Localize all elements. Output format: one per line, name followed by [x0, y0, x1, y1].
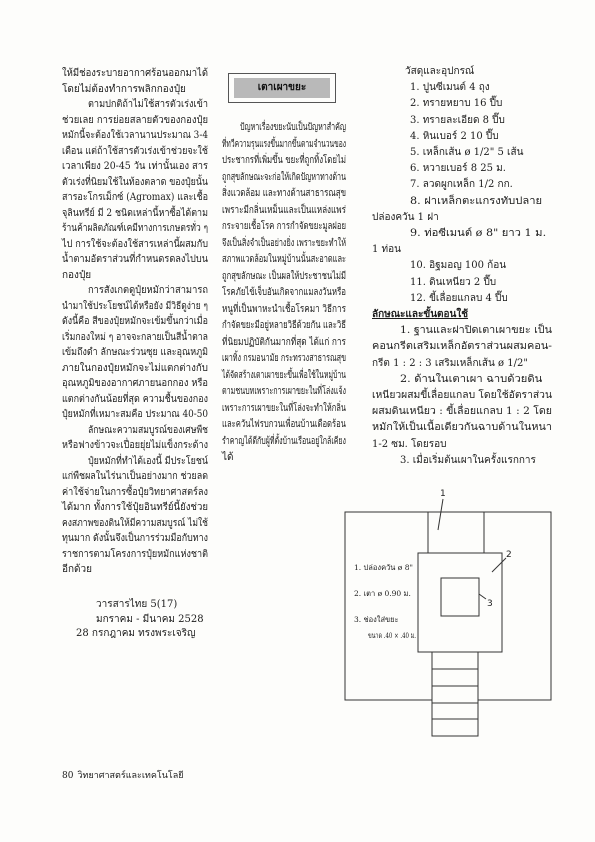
- text-line: [372, 258, 552, 274]
- text-line: [222, 269, 346, 286]
- text-line: [222, 170, 346, 187]
- text-line: [372, 194, 552, 210]
- text-line-content: น้ำตามอัตราส่วนที่กำหนดรดลงไปบน: [62, 254, 208, 265]
- source-line-text: 28 กรกฎาคม ทรงพระเจริญ: [76, 628, 196, 639]
- source-line-text: มกราคม - มีนาคม 2528: [96, 613, 204, 625]
- source-line: [62, 613, 208, 628]
- text-line-content: ที่ทวีความรุนแรงขึ้นมากขึ้นตามจำนวนของ: [222, 138, 346, 150]
- paragraph: [372, 113, 552, 129]
- text-line: [372, 372, 552, 388]
- steps-list: [372, 323, 552, 469]
- text-line-content: 3. ทรายละเอียด 8 ปี๊บ: [410, 114, 505, 126]
- materials-heading: [372, 64, 552, 80]
- text-line: [372, 145, 552, 161]
- text-line-content: เพราะการเผาขยะในที่โล่งจะทำให้กลิ่น: [222, 402, 346, 414]
- text-line: [62, 407, 208, 423]
- text-line-content: ไป การใช้จะต้องใช้สารเหล่านี้ผสมกับ: [62, 238, 208, 250]
- text-line-content: ปุ๋ยหมักที่ทำได้เองนี้ มีประโยชน์: [88, 455, 208, 467]
- text-line-content: เวลาเพียง 20-45 วัน เท่านั้นเอง สาร: [62, 161, 208, 172]
- text-line: [62, 190, 208, 206]
- paragraph: [222, 120, 346, 467]
- text-line-content: ช่วยเลย การย่อยสลายตัวของกองปุ๋ย: [62, 114, 208, 126]
- column-left: [62, 66, 208, 578]
- text-line: [222, 137, 346, 154]
- paragraph: [372, 177, 552, 193]
- text-line-content: เพราะมีกลิ่นเหม็นและเป็นแหล่งแพร่: [222, 204, 346, 216]
- text-line-content: แก่พืชผลในไร่นาเป็นอย่างมาก ช่วยลด: [62, 471, 208, 482]
- text-line-content: 9. ท่อซีเมนต์ ø 8" ยาว 1 ม.: [410, 228, 547, 240]
- text-line: [222, 351, 346, 368]
- paragraph: [372, 323, 552, 372]
- text-line: [372, 356, 552, 372]
- text-line: [62, 314, 208, 330]
- text-line: [62, 221, 208, 237]
- text-line-content: ที่นิยมปฏิบัติกันมากที่สุด ได้แก่ การ: [222, 336, 346, 348]
- text-line-content: นำมาใช้ประโยชน์ได้หรือยัง มีวิธีดูง่าย ๆ: [62, 300, 208, 312]
- text-line: [62, 159, 208, 175]
- journal-name: วิทยาศาสตร์และเทคโนโลยี: [77, 771, 184, 781]
- text-line: [372, 242, 552, 258]
- text-line: [372, 437, 552, 453]
- text-line-content: สภาพแวดล้อมในหมู่บ้านนั้นสะอาดและ: [222, 254, 346, 265]
- text-line: [62, 531, 208, 547]
- text-line-content: ได้จัดสร้างเตาเผาขยะขึ้นเพื่อใช้ในหมู่บ้าน: [222, 369, 346, 381]
- callout-1: 1: [440, 489, 446, 499]
- steps-heading: [372, 307, 552, 323]
- text-line-content: จึงเป็นสิ่งจำเป็นอย่างยิ่ง เพราะขยะทำให้: [222, 237, 346, 249]
- text-line: [372, 323, 552, 339]
- text-line-content: 2. ทรายหยาบ 16 ปี๊บ: [410, 98, 503, 110]
- text-line: [372, 226, 552, 242]
- text-line: [222, 219, 346, 236]
- text-line: [372, 291, 552, 307]
- text-line-content: 4. หินเบอร์ 2 10 ปี๊บ: [410, 130, 499, 142]
- text-line-content: กองปุ๋ย: [62, 269, 92, 281]
- text-line-content: ลักษณะความสมบูรณ์ของเศษพืช: [88, 424, 208, 436]
- paragraph: [372, 80, 552, 96]
- text-line: [62, 485, 208, 501]
- text-line-content: 12. ขี้เลื่อยแกลบ 4 ปี๊บ: [410, 292, 508, 304]
- paragraph: [62, 66, 208, 97]
- text-line-content: หมักให้เป็นเนื้อเดียวกันฉาบด้านในหนา: [372, 422, 552, 434]
- text-line-content: การสังเกตดูปุ๋ยหมักว่าสามารถ: [88, 285, 208, 296]
- text-line-content: กำจัดขยะมีอยู่หลายวิธีด้วยกัน และวิธี: [222, 320, 346, 331]
- text-line: [62, 454, 208, 470]
- text-line-content: ถูกสุขลักษณะจะก่อให้เกิดปัญหาทางด้าน: [222, 171, 346, 183]
- text-line-content: ให้มีช่องระบายอากาศร้อนออกมาได้: [62, 68, 208, 79]
- text-line: [222, 285, 346, 302]
- text-line: [222, 153, 346, 170]
- text-line-content: อีกด้วย: [62, 564, 93, 575]
- text-line-content: อุณหภูมิของอากาศภายนอกกอง หรือ: [62, 378, 208, 389]
- text-line: [62, 423, 208, 439]
- text-line: [62, 82, 208, 98]
- text-line: [372, 177, 552, 193]
- legend-item: [354, 563, 416, 573]
- text-line: [62, 469, 208, 485]
- text-line: [372, 453, 552, 469]
- text-line: [372, 210, 552, 226]
- text-line-content: ประชากรที่เพิ่มขึ้น ขยะที่ถูกทิ้งโดยไม่: [222, 155, 346, 166]
- text-line-content: ปล่องควัน 1 ฝา: [372, 211, 439, 223]
- text-line: [62, 361, 208, 377]
- text-line: [372, 80, 552, 96]
- text-line: [372, 420, 552, 436]
- text-line-content: และควันไฟรบกวนเพื่อนบ้านเดือดร้อน: [222, 419, 346, 430]
- text-line-content: หรือฟางข้าวจะเปื่อยยุ่ยไม่แข็งกระด้าง: [62, 440, 208, 451]
- text-line-content: เผาทิ้ง กรมอนามัย กระทรวงสาธารณสุข: [222, 353, 346, 364]
- text-line: [222, 120, 346, 137]
- paragraph: [372, 96, 552, 112]
- legend-item: [368, 631, 416, 641]
- text-line: [62, 283, 208, 299]
- text-line: [222, 434, 346, 451]
- text-line: [62, 516, 208, 532]
- text-line: [222, 203, 346, 220]
- incinerator-diagram: [330, 478, 560, 746]
- paragraph: [372, 145, 552, 161]
- text-line-content: รำคาญได้ดีกับผู้ที่ตั้งบ้านเรือนอยู่ใกล้เคียง: [222, 435, 346, 447]
- text-line-content: 7. ลวดผูกเหล็ก 1/2 กก.: [410, 179, 513, 191]
- source-line: [62, 627, 208, 642]
- legend-item: [354, 615, 416, 625]
- text-line-content: 2. ด้านในเตาเผา ฉาบด้วยดิน: [400, 373, 543, 385]
- text-line-content: ได้มาก ทั้งการใช้ปุ๋ยอินทรีย์นี้ยังช่วย: [62, 502, 208, 513]
- paragraph: [372, 226, 552, 258]
- text-line-content: ดังนี้คือ สีของปุ๋ยหมักจะเข้มขึ้นกว่าเมื่อ: [62, 316, 208, 327]
- text-line: [62, 206, 208, 222]
- paragraph: [62, 283, 208, 423]
- text-line: [62, 113, 208, 129]
- source-line: [62, 598, 208, 613]
- text-line: [222, 417, 346, 434]
- text-line-content: ถูกสุขลักษณะ เป็นผลให้ประชาชนไม่มี: [222, 270, 346, 282]
- legend-text: 1. ปล่องควัน ø 8": [354, 563, 413, 572]
- paragraph: [372, 275, 552, 291]
- text-line-content: กระจายเชื้อโรค การกำจัดขยะมูลฝอย: [222, 221, 346, 232]
- paragraph: [372, 372, 552, 453]
- paragraph: [372, 129, 552, 145]
- text-line-content: 3. เมื่อเริ่มต้นเผาในครั้งแรกการ: [400, 454, 536, 466]
- text-line: [62, 97, 208, 113]
- paragraph: [372, 258, 552, 274]
- text-line: [62, 299, 208, 315]
- text-line-content: 8. ฝาเหล็กตะแกรงทับปลาย: [410, 195, 543, 207]
- text-line-content: 1. ฐานและฝาปิดเตาเผาขยะ เป็น: [400, 325, 552, 337]
- steps-heading-text: ลักษณะและขั้นตอนใช้: [372, 309, 469, 321]
- text-line-content: ตัวเร่งที่นิยมใช้ในท้องตลาด ของปุ๋ยนั้น: [62, 176, 208, 188]
- text-line: [62, 500, 208, 516]
- text-line: [62, 268, 208, 284]
- text-line: [62, 376, 208, 392]
- text-line-content: ตามปกติถ้าไม่ใช้สารตัวเร่งเข้า: [88, 99, 208, 110]
- text-line-content: แตกต่างกันน้อยที่สุด ความชื้นของกอง: [62, 393, 208, 405]
- text-line-content: ได้: [222, 452, 234, 463]
- article-title: เตาเผาขยะ: [234, 78, 330, 98]
- text-line: [62, 562, 208, 578]
- text-line-content: กรีต 1 : 2 : 3 เสริมเหล็กเส้น ø 1/2": [372, 357, 528, 369]
- text-line-content: โดยไม่ต้องทำการพลิกกองปุ๋ย: [62, 83, 186, 95]
- text-line: [222, 384, 346, 401]
- text-line: [222, 450, 346, 467]
- materials-list: [372, 80, 552, 307]
- paragraph: [372, 453, 552, 469]
- text-line-content: 6. หวายเบอร์ 8 25 ม.: [410, 163, 506, 175]
- text-line-content: ผสมดินเหนียว : ขี้เลื่อยแกลบ 1 : 2 โดย: [372, 406, 552, 418]
- text-line-content: 11. ดินเหนียว 2 ปี๊บ: [410, 276, 497, 288]
- text-line: [372, 388, 552, 404]
- paragraph: [62, 97, 208, 283]
- text-line: [222, 236, 346, 253]
- text-line-content: ทุนมาก ดังนั้นจึงเป็นการร่วมมือกับทาง: [62, 533, 208, 544]
- text-line: [62, 345, 208, 361]
- text-line: [222, 335, 346, 352]
- column-right: [372, 64, 552, 469]
- text-line: [62, 175, 208, 191]
- text-line-content: สิ่งแวดล้อม และทางด้านสาธารณสุข: [222, 188, 346, 199]
- text-line: [62, 438, 208, 454]
- text-line: [372, 113, 552, 129]
- article-title-box: [228, 73, 336, 103]
- text-line-content: คงสภาพของดินให้มีความสมบูรณ์ ไม่ใช้: [62, 517, 208, 529]
- page-number: 80: [62, 771, 74, 781]
- text-line: [372, 161, 552, 177]
- legend-text: 3. ช่องใส่ขยะ: [354, 615, 399, 624]
- text-line: [62, 547, 208, 563]
- text-line-content: ปัญหาเรื่องขยะนับเป็นปัญหาสำคัญ: [240, 122, 346, 133]
- text-line-content: เข้มถึงดำ ลักษณะร่วนซุย และอุณหภูมิ: [62, 347, 208, 358]
- text-line-content: สารอะโกรเม็กซ์ (Agromax) และเชื้อ: [62, 192, 208, 203]
- text-line: [372, 339, 552, 355]
- text-line: [372, 96, 552, 112]
- paragraph: [372, 291, 552, 307]
- text-line-content: จุลินทรีย์ มี 2 ชนิดเหล่านี้หาซื้อได้ตาม: [62, 207, 208, 219]
- callout-3: 3: [487, 599, 493, 609]
- text-line-content: ราชการตามโครงการปุ๋ยหมักแห่งชาติ: [62, 548, 208, 560]
- text-line-content: คอนกรีตเสริมเหล็กอัตราส่วนผสมคอน-: [372, 341, 552, 353]
- text-line-content: เดือน แต่ถ้าใช้สารตัวเร่งเข้าช่วยจะใช้: [62, 145, 208, 157]
- legend-text: ขนาด .40 × .40 ม.: [368, 631, 416, 640]
- diagram-drawing: [330, 478, 560, 746]
- text-line-content: 5. เหล็กเส้น ø 1/2" 5 เส้น: [410, 147, 524, 159]
- text-line: [222, 252, 346, 269]
- text-line-content: 1 ท่อน: [372, 244, 401, 256]
- text-line-content: เหนียวผสมขี้เลื่อยแกลบ โดยใช้อัตราส่วน: [372, 390, 552, 402]
- text-line: [62, 144, 208, 160]
- page-footer: [62, 770, 188, 782]
- text-line: [62, 66, 208, 82]
- text-line-content: หนูที่เป็นพาหะนำเชื้อโรคมา วิธีการ: [222, 303, 346, 315]
- callout-2: 2: [506, 550, 512, 560]
- text-line: [62, 128, 208, 144]
- text-line: [62, 330, 208, 346]
- text-line-content: ปุ๋ยหมักที่เหมาะสมคือ ประมาณ 40-50: [62, 409, 208, 420]
- text-line: [222, 186, 346, 203]
- text-line: [62, 237, 208, 253]
- source-citation: [62, 598, 208, 642]
- source-line-text: วารสารไทย 5(17): [96, 599, 178, 610]
- paragraph: [62, 423, 208, 454]
- text-line-content: 1-2 ซม. โดยรอบ: [372, 438, 447, 450]
- text-line: [372, 129, 552, 145]
- chimney: [428, 512, 484, 553]
- paragraph: [372, 194, 552, 226]
- column-middle: [222, 120, 346, 467]
- text-line: [222, 368, 346, 385]
- text-line-content: 10. อิฐมอญ 100 ก้อน: [410, 260, 507, 272]
- legend-text: 2. เตา ø 0.90 ม.: [354, 589, 411, 598]
- lower-stack: [432, 652, 478, 736]
- text-line-content: 1. ปูนซีเมนต์ 4 ถุง: [410, 82, 490, 94]
- paragraph: [62, 454, 208, 578]
- text-line: [372, 404, 552, 420]
- text-line: [372, 275, 552, 291]
- text-line-content: ตามชนบทเพราะการเผาขยะในที่โล่งแจ้ง: [222, 386, 346, 397]
- text-line-content: ค่าใช้จ่ายในการซื้อปุ๋ยวิทยาศาสตร์ลง: [62, 486, 208, 498]
- text-line-content: ร้านค้าผลิตภัณฑ์เคมีทางการเกษตรทั่ว ๆ: [62, 223, 208, 234]
- text-line-content: โรคภัยไข้เจ็บอันเกิดจากแมลงวันหรือ: [222, 287, 346, 298]
- text-line-content: เริ่มกองใหม่ ๆ อาจจะกลายเป็นสีน้ำตาล: [62, 331, 208, 343]
- text-line: [62, 252, 208, 268]
- materials-heading-text: วัสดุและอุปกรณ์: [405, 66, 475, 77]
- text-line-content: ภายในกองปุ๋ยหมักจะไม่แตกต่างกับ: [62, 362, 208, 374]
- legend-item: [354, 589, 416, 599]
- text-line: [222, 302, 346, 319]
- text-line: [222, 401, 346, 418]
- text-line: [62, 392, 208, 408]
- text-line: [222, 318, 346, 335]
- paragraph: [372, 161, 552, 177]
- text-line-content: หมักนี้จะต้องใช้เวลานานประมาณ 3-4: [62, 130, 208, 141]
